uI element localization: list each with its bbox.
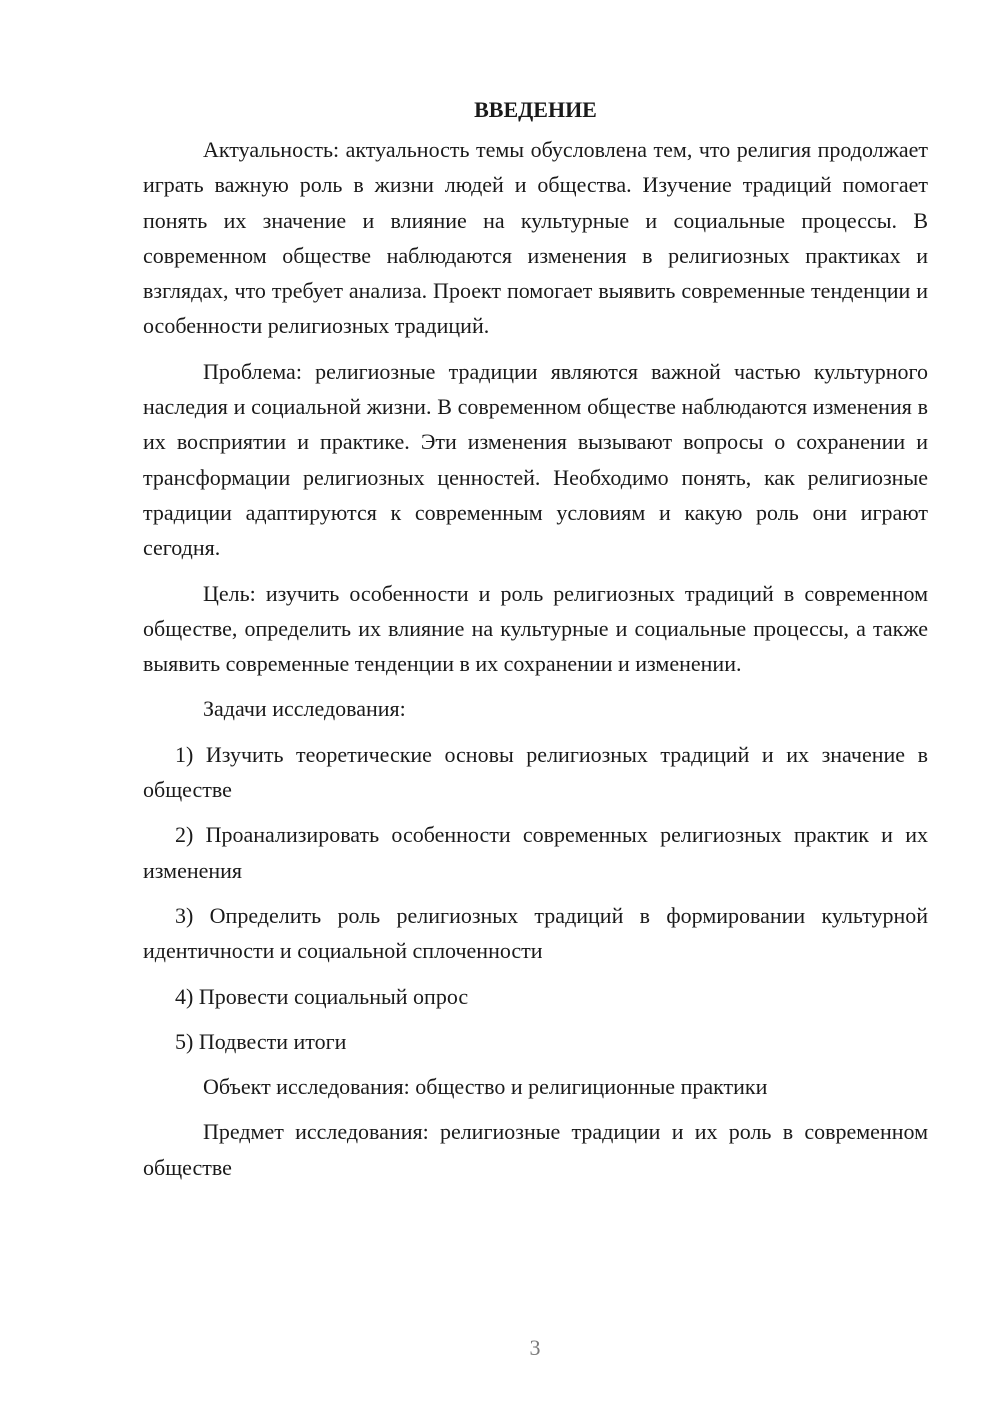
tasks-list bbox=[143, 737, 928, 1059]
task-item: 2) Проанализировать особенности современных религиозных практик и их изменения bbox=[143, 822, 928, 883]
relevance-paragraph: Актуальность: актуальность темы обусловлена тем, что религия продолжает играть важную роль в жизни людей и общества. Изучение традиций помогает понять их значение и влияние на культурные и социальные процессы. В современном обществе наблюдаются изменения в религиозных практиках и взглядах, что требует анализа. Проект помогает выявить современные тенденции и особенности религиозных традиций. bbox=[143, 137, 928, 339]
object-paragraph: Объект исследования: общество и религиционные практики bbox=[203, 1074, 768, 1100]
task-item: 1) Изучить теоретические основы религиозных традиций и их значение в обществе bbox=[143, 741, 928, 803]
task-item: 3) Определить роль религиозных традиций в формировании культурной идентичности и социальной сплоченности bbox=[143, 902, 928, 964]
subject-paragraph: Предмет исследования: религиозные традиции и их роль в современном обществе bbox=[143, 1119, 928, 1180]
tasks-intro: Задачи исследования: bbox=[203, 696, 406, 722]
goal-paragraph: Цель: изучить особенности и роль религиозных традиций в современном обществе, определить их влияние на культурные и социальные процессы, а также выявить современные тенденции в их сохранении и изменении. bbox=[143, 580, 928, 677]
task-item: 4) Провести социальный опрос bbox=[175, 983, 469, 1009]
document-page bbox=[143, 92, 928, 1185]
page-number: 3 bbox=[529, 1335, 541, 1360]
problem-paragraph: Проблема: религиозные традиции являются важной частью культурного наследия и социальной жизни. В современном обществе наблюдаются изменения в их восприятии и практике. Эти изменения вызывают вопросы о сохранении и трансформации религиозных ценностей. Необходимо понять, как религиозные традиции адаптируются к современным условиям и какую роль они играют сегодня. bbox=[143, 358, 928, 561]
task-item: 5) Подвести итоги bbox=[175, 1028, 347, 1054]
section-heading: ВВЕДЕНИЕ bbox=[474, 97, 597, 122]
